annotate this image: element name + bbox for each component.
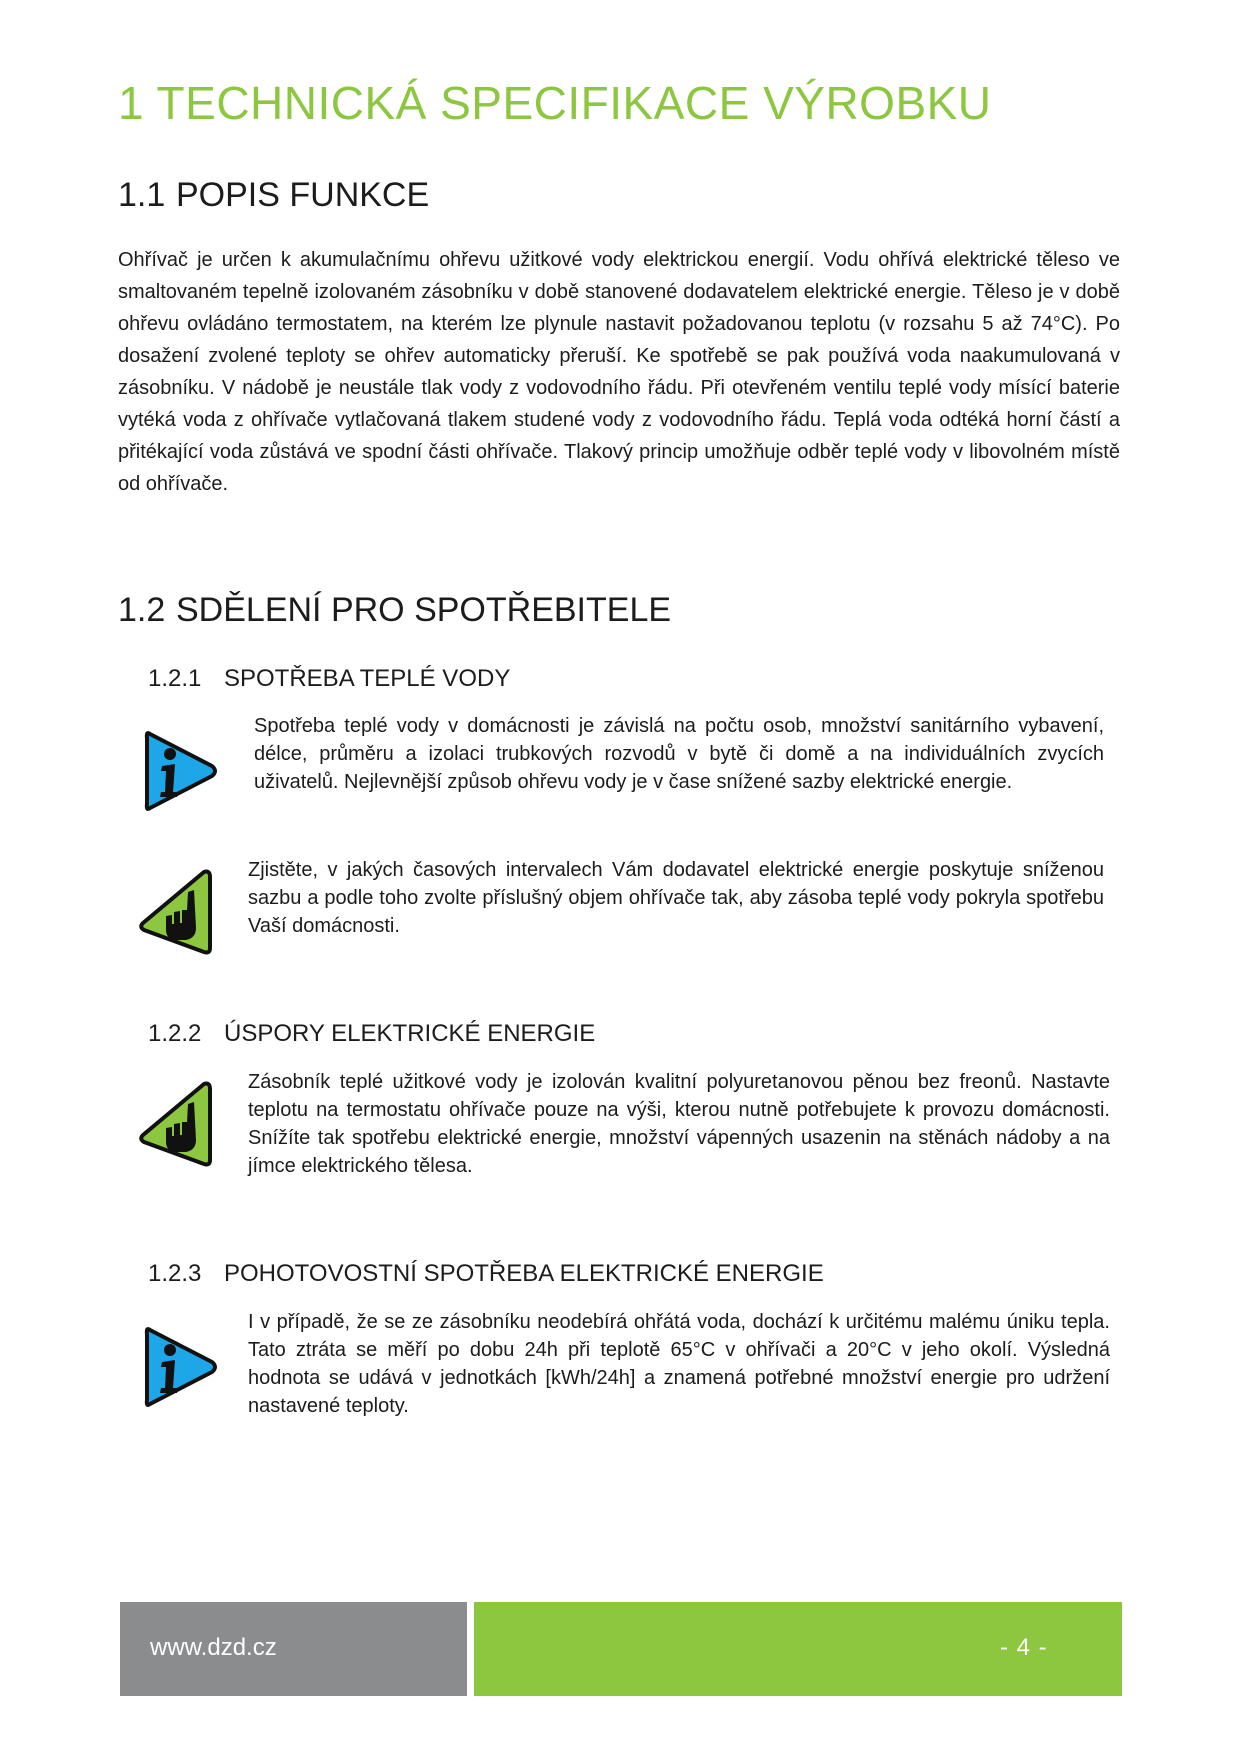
subsection-number: 1.2.3 [148,1260,202,1287]
energy-savings-tip-note: Zásobník teplé užitkové vody je izolován kvalitní polyuretanovou pěnou bez freonů. Nastavte teplotu na termostatu ohřívače pouze na výši, kterou nutně potřebujete k provozu domácnosti. Snížíte tak spotřebu elektrické energie, množství vápenných usazenin na stěnách nádoby a na jímce elektrického tělesa. [248,1071,1110,1177]
section-title: SDĚLENÍ PRO SPOTŘEBITELE [176,591,672,629]
subsection-number: 1.2.1 [148,665,202,692]
subsection-heading-1-2-1 [148,665,510,693]
standby-consumption-info-note: I v případě, že se ze zásobníku neodebírá ohřátá voda, dochází k určitému malému úniku tepla. Tato ztráta se měří po dobu 24h při teplotě 65°C v ohřívači a 20°C v jeho okolí. Výsledná hodnota se udává v jednotkách [kWh/24h] a znamená potřebné množství energie pro udržení nastavené teploty. [248,1311,1110,1417]
footer-website-link[interactable]: www.dzd.cz [150,1634,277,1661]
page-number: - 4 - [1000,1634,1048,1661]
hot-water-info-note: Spotřeba teplé vody v domácnosti je závislá na počtu osob, množství sanitárního vybavení, délce, průměru a izolaci trubkových rozvodů v bytě či domě a na individuálních zvycích uživatelů. Nejlevnější způsob ohřevu vody je v čase snížené sazby elektrické energie. [254,715,1104,793]
subsection-title: SPOTŘEBA TEPLÉ VODY [224,665,511,692]
hand-warning-icon [138,1080,218,1170]
hand-warning-icon [138,868,218,958]
subsection-heading-1-2-3 [148,1260,824,1288]
section-title: POPIS FUNKCE [176,176,430,214]
subsection-number: 1.2.2 [148,1020,202,1047]
section-number: 1.1 [118,176,166,214]
section-heading-1-1 [118,176,429,215]
hot-water-tip-note: Zjistěte, v jakých časových intervalech Vám dodavatel elektrické energie poskytuje sníženou sazbu a podle toho zvolte příslušný objem ohřívače tak, aby zásoba teplé vody pokryla spotřebu Vaší domácnosti. [248,859,1104,937]
subsection-heading-1-2-2 [148,1020,595,1048]
function-description-paragraph: Ohřívač je určen k akumulačnímu ohřevu užitkové vody elektrickou energií. Vodu ohřívá elektrické těleso ve smaltovaném tepelně izolovaném zásobníku v době stanovené dodavatelem elektrické energie. Těleso je v době ohřevu ovládáno termostatem, na kterém lze plynule nastavit požadovanou teplotu (v rozsahu 5 až 74°C). Po dosažení zvolené teploty se ohřev automaticky přeruší. Ke spotřebě se pak používá voda naakumulovaná v zásobníku. V nádobě je neustále tlak vody z vodovodního řádu. Při otevřeném ventilu teplé vody mísící baterie vytéká voda z ohřívače vytlačovaná tlakem studené vody z vodovodního řádu. Teplá voda odtéká horní částí a přitékající voda zůstává ve spodní části ohřívače. Tlakový princip umožňuje odběr teplé vody v libovolném místě od ohřívače. [118,249,1120,495]
section-number: 1.2 [118,591,166,629]
section-heading-1-2 [118,591,671,630]
subsection-title: ÚSPORY ELEKTRICKÉ ENERGIE [224,1020,596,1047]
info-icon [140,726,220,816]
subsection-title: POHOTOVOSTNÍ SPOTŘEBA ELEKTRICKÉ ENERGIE [224,1260,824,1287]
info-icon [140,1322,220,1412]
chapter-title: 1 TECHNICKÁ SPECIFIKACE VÝROBKU [118,77,992,129]
